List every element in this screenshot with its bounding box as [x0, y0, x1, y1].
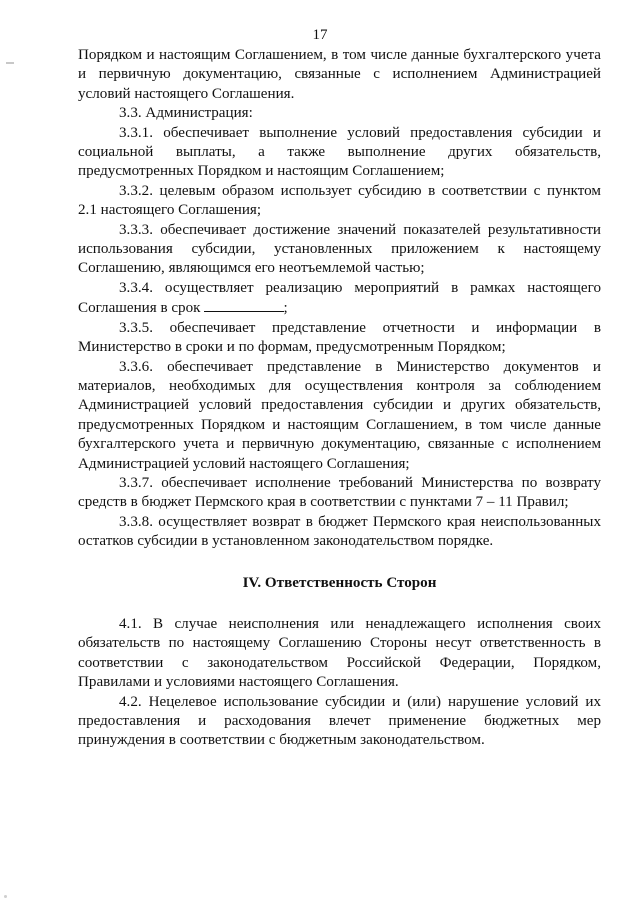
- clause-3-3-4-text: 3.3.4. осуществляет реализацию мероприятий в рамках настоящего Соглашения в срок: [78, 279, 601, 317]
- blank-deadline-field: [204, 298, 284, 312]
- page-number: 17: [312, 27, 328, 43]
- clause-3-3-6: 3.3.6. обеспечивает представление в Министерство документов и материалов, необходимых для осуществления контроля за соблюдением Администрацией условий предоставления субсидии и других обязательств, предусмотренных Порядком и настоящим Соглашением, в том числе данные бухгалтерского учета и первичную документацию, связанные с исполнением Администрацией условий настоящего Соглашения;: [78, 358, 601, 472]
- clause-3-3-5: 3.3.5. обеспечивает представление отчетности и информации в Министерство в сроки и по формам, предусмотренным Порядком;: [78, 319, 601, 356]
- clause-3-3-heading: 3.3. Администрация:: [119, 105, 253, 122]
- clause-4-2: 4.2. Нецелевое использование субсидии и (или) нарушение условий их предоставления и расходования влечет применение бюджетных мер принуждения в соответствии с бюджетным законодательством.: [78, 693, 601, 749]
- clause-3-3-2: 3.3.2. целевым образом использует субсидию в соответствии с пунктом 2.1 настоящего Соглашения;: [78, 182, 601, 219]
- document-body: [78, 46, 601, 751]
- clause-3-3-1: 3.3.1. обеспечивает выполнение условий предоставления субсидии и социальной выплаты, а также выполнение других обязательств, предусмотренных Порядком и настоящим Соглашением;: [78, 124, 601, 180]
- paragraph-continuation: Порядком и настоящим Соглашением, в том числе данные бухгалтерского учета и первичную документацию, связанные с исполнением Администрацией условий настоящего Соглашения.: [78, 47, 601, 102]
- scan-artifact: [6, 62, 14, 64]
- section-heading: IV. Ответственность Сторон: [242, 574, 437, 591]
- clause-3-3-7: 3.3.7. обеспечивает исполнение требований Министерства по возврату средств в бюджет Пермского края в соответствии с пунктами 7 – 11 Правил;: [78, 474, 601, 511]
- clause-3-3-4-end: ;: [283, 300, 288, 317]
- clause-3-3-4: [78, 279, 601, 319]
- scan-artifact: [4, 895, 7, 898]
- clause-3-3-8: 3.3.8. осуществляет возврат в бюджет Пермского края неиспользованных остатков субсидии в установленном законодательством порядке.: [78, 513, 601, 550]
- clause-4-1: 4.1. В случае неисполнения или ненадлежащего исполнения своих обязательств по настоящему Соглашению Стороны несут ответственность в соответствии с законодательством Российской Федерации, Порядком, Правилами и условиями настоящего Соглашения.: [78, 615, 601, 691]
- clause-3-3-3: 3.3.3. обеспечивает достижение значений показателей результативности использования субсидии, установленных приложением к настоящему Соглашению, являющимся его неотъемлемой частью;: [78, 221, 601, 277]
